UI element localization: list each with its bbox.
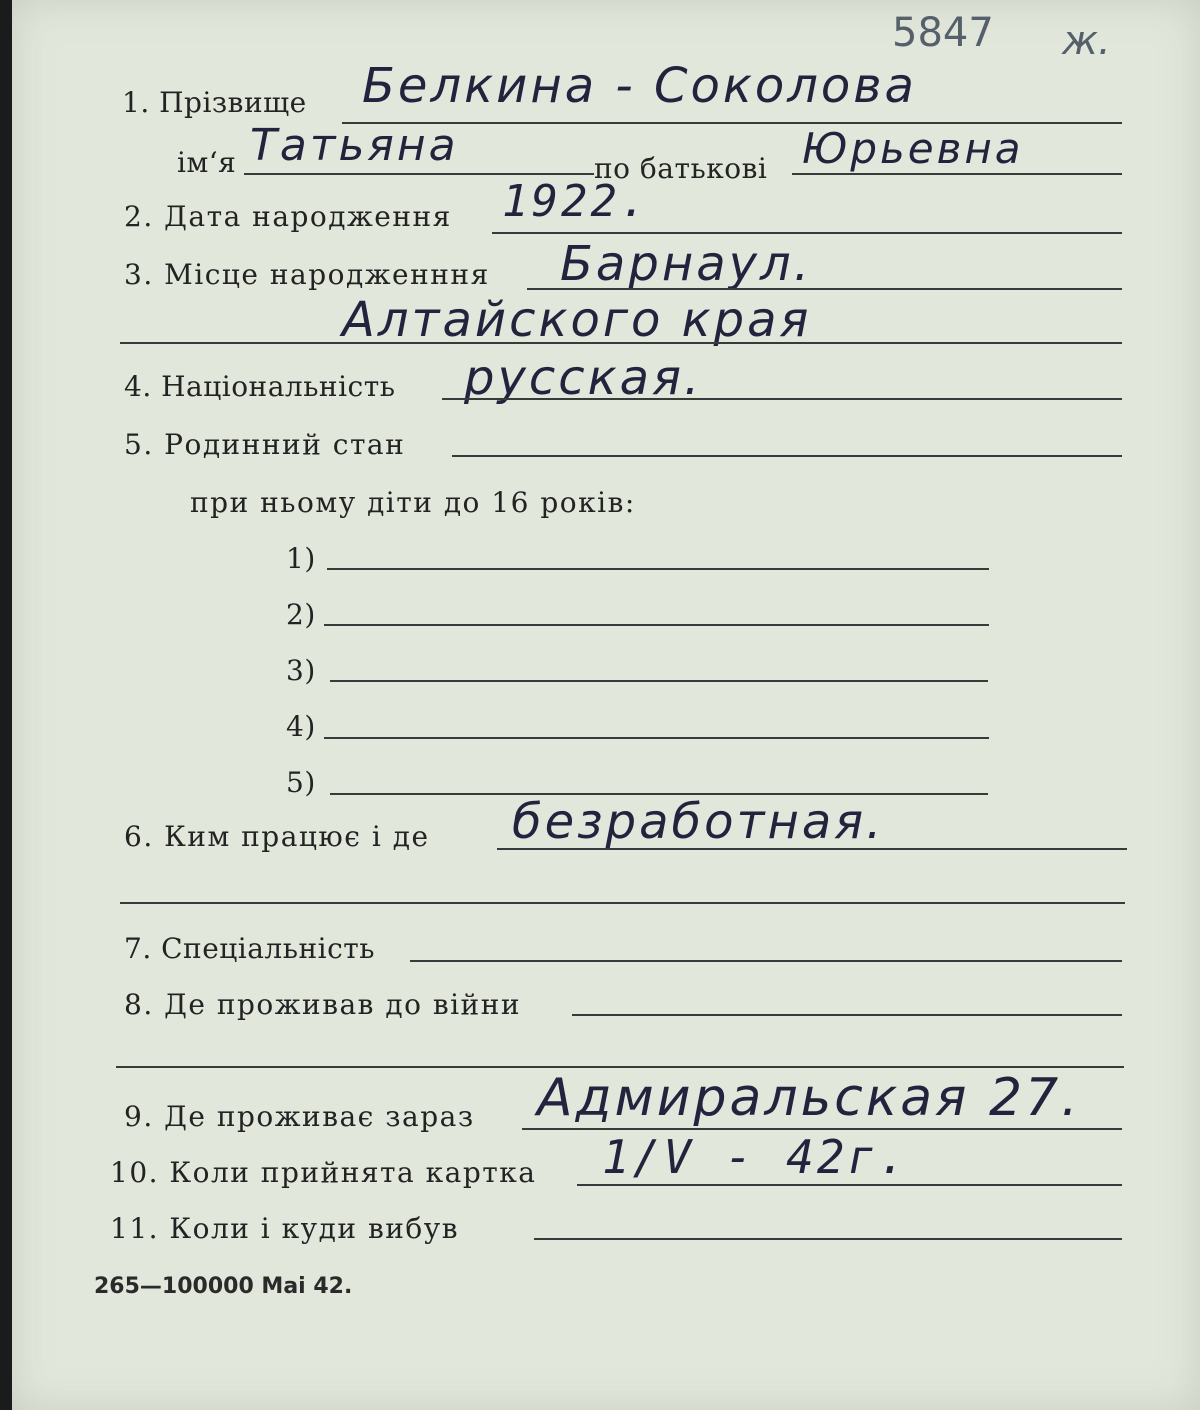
- first-name-label: ім‘я: [177, 146, 237, 179]
- child-4-line: [324, 737, 989, 739]
- registration-card: [12, 0, 1200, 1410]
- child-2-label: 2): [286, 598, 316, 631]
- card-accepted-label: 10. Коли прийнята картка: [110, 1156, 537, 1189]
- prewar-address-line-1: [572, 1014, 1122, 1016]
- speciality-line: [410, 960, 1122, 962]
- child-3-line: [330, 680, 988, 682]
- patronymic-line: [792, 173, 1122, 175]
- birth-place-label: 3. Місце народженння: [124, 258, 490, 291]
- child-5-label: 5): [286, 766, 316, 799]
- card-accepted-value: 1/V - 42г.: [602, 1130, 909, 1184]
- nationality-line: [442, 398, 1122, 400]
- child-1-line: [327, 568, 989, 570]
- occupation-line-1: [497, 848, 1127, 850]
- occupation-value: безработная.: [512, 794, 885, 850]
- speciality-label: 7. Спеціальність: [124, 932, 375, 965]
- child-3-label: 3): [286, 654, 316, 687]
- birth-place-value-2: Алтайского края: [342, 292, 812, 348]
- surname-label: 1. Прізвище: [122, 86, 307, 119]
- birth-date-line: [492, 232, 1122, 234]
- prewar-address-label: 8. Де проживав до війни: [124, 988, 522, 1021]
- patronymic-value: Юрьевна: [802, 124, 1024, 173]
- nationality-label: 4. Національність: [124, 370, 396, 403]
- nationality-value: русская.: [464, 350, 703, 406]
- children-label: при ньому діти до 16 років:: [190, 486, 636, 519]
- card-accepted-line: [577, 1184, 1122, 1186]
- first-name-value: Татьяна: [250, 120, 459, 171]
- family-status-label: 5. Родинний стан: [124, 428, 406, 461]
- birth-place-value-1: Барнаул.: [560, 236, 812, 292]
- departed-label: 11. Коли і куди вибув: [110, 1212, 459, 1245]
- surname-value: Белкина - Соколова: [362, 58, 917, 114]
- occupation-line-2: [120, 902, 1125, 904]
- birth-date-value: 1922.: [502, 176, 650, 227]
- child-2-line: [324, 624, 989, 626]
- departed-line: [534, 1238, 1122, 1240]
- child-1-label: 1): [286, 542, 316, 575]
- child-4-label: 4): [286, 710, 316, 743]
- current-address-label: 9. Де проживає зараз: [124, 1100, 475, 1133]
- birth-place-line-1: [527, 288, 1122, 290]
- current-address-value: Адмиральская 27.: [537, 1068, 1081, 1128]
- patronymic-label: по батькові: [594, 152, 768, 185]
- family-status-line: [452, 455, 1122, 457]
- birth-date-label: 2. Дата народження: [124, 200, 452, 233]
- archive-suffix: ж.: [1062, 18, 1111, 64]
- archive-number: 5847: [892, 10, 994, 56]
- occupation-label: 6. Ким працює і де: [124, 820, 430, 853]
- print-code: 265—100000 Mai 42.: [94, 1274, 353, 1299]
- birth-place-line-2: [120, 342, 1122, 344]
- first-name-line: [244, 173, 594, 175]
